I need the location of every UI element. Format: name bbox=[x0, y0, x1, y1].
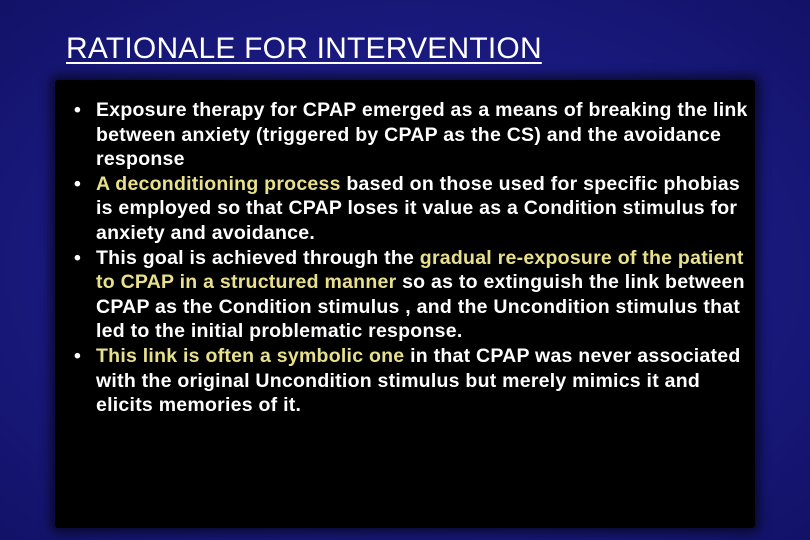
bullet-list bbox=[72, 98, 752, 418]
bullet-intro: This goal is achieved through the bbox=[96, 246, 420, 269]
bullet-item bbox=[72, 344, 752, 418]
bullet-highlight: gradual re-exposure of the patient to CPAP in a structured manner bbox=[96, 246, 744, 294]
bullet-highlight: A deconditioning process bbox=[96, 172, 341, 195]
bullet-highlight: This link is often a symbolic one bbox=[96, 344, 405, 367]
bullet-item bbox=[72, 172, 752, 246]
bullet-marker: • bbox=[74, 172, 82, 195]
slide-title: RATIONALE FOR INTERVENTION bbox=[66, 32, 542, 65]
bullet-marker: • bbox=[74, 99, 82, 121]
bullet-text: Exposure therapy for CPAP emerged as a means of breaking the link between anxiety (triggered by CPAP as the CS) and the avoidance response bbox=[96, 99, 748, 171]
bullet-marker: • bbox=[74, 246, 82, 269]
bullet-item bbox=[72, 98, 752, 172]
bullet-text: in that CPAP was never associated with the original Uncondition stimulus but merely mimics it and elicits memories of it. bbox=[96, 344, 741, 417]
bullet-text: based on those used for specific phobias is employed so that CPAP loses it value as a Condition stimulus for anxiety and avoidance. bbox=[96, 172, 740, 244]
bullet-text: so as to extinguish the link between CPAP as the Condition stimulus , and the Uncondition stimulus that led to the initial problematic response. bbox=[96, 271, 745, 343]
bullet-marker: • bbox=[74, 344, 82, 367]
bullet-item bbox=[72, 246, 752, 344]
